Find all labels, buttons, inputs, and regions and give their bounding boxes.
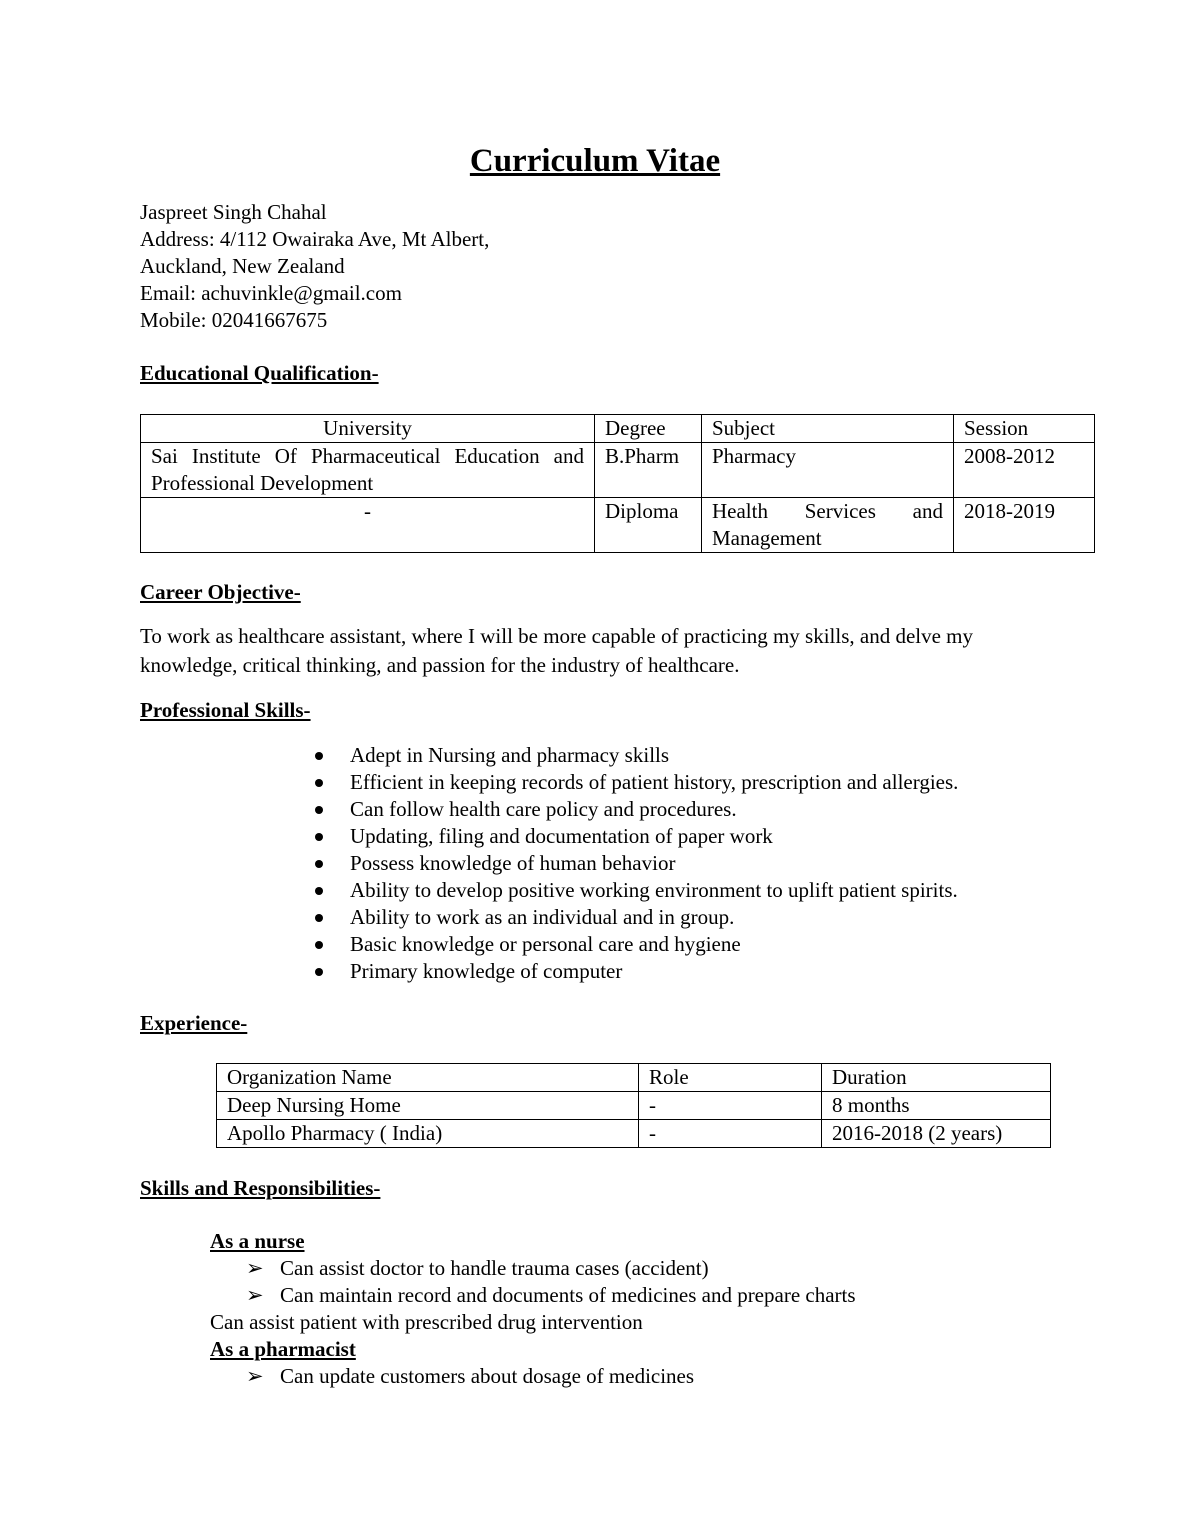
list-item <box>210 1363 856 1390</box>
table-cell: Health Services and Management <box>702 498 954 553</box>
table-row <box>141 443 1095 498</box>
responsibilities-heading: Skills and Responsibilities- <box>140 1176 381 1200</box>
list-item-text: Can update customers about dosage of medicines <box>280 1364 695 1388</box>
list-item: Adept in Nursing and pharmacy skills <box>290 742 958 769</box>
table-cell: - <box>141 498 595 553</box>
table-cell: - <box>639 1120 822 1148</box>
objective-heading: Career Objective- <box>140 580 301 604</box>
nurse-note: Can assist patient with prescribed drug intervention <box>210 1310 643 1334</box>
table-header-cell: Degree <box>595 415 702 443</box>
nurse-list <box>210 1255 856 1309</box>
objective-text: To work as healthcare assistant, where I will be more capable of practicing my skills, and delve my knowledge, critical thinking, and passion for the industry of healthcare. <box>140 624 974 677</box>
contact-block <box>140 199 489 334</box>
experience-table <box>216 1063 1051 1148</box>
list-item: Ability to work as an individual and in group. <box>290 904 958 931</box>
table-row <box>217 1120 1051 1148</box>
education-table <box>140 414 1095 553</box>
table-cell: Deep Nursing Home <box>217 1092 639 1120</box>
table-cell: 2018-2019 <box>954 498 1095 553</box>
table-cell: 8 months <box>822 1092 1051 1120</box>
table-cell: B.Pharm <box>595 443 702 498</box>
contact-name: Jaspreet Singh Chahal <box>140 200 327 224</box>
education-heading: Educational Qualification- <box>140 361 379 385</box>
contact-address-line1: Address: 4/112 Owairaka Ave, Mt Albert, <box>140 227 490 251</box>
arrow-bullet-icon: ➢ <box>246 1256 264 1280</box>
skills-list <box>290 742 958 985</box>
table-header-cell: University <box>141 415 595 443</box>
arrow-bullet-icon: ➢ <box>246 1283 264 1307</box>
arrow-bullet-icon: ➢ <box>246 1364 264 1388</box>
table-cell: - <box>639 1092 822 1120</box>
nurse-subheading: As a nurse <box>210 1229 305 1253</box>
pharmacist-list <box>210 1363 856 1390</box>
table-header-row <box>217 1064 1051 1092</box>
experience-heading: Experience- <box>140 1011 248 1035</box>
responsibilities-block <box>210 1228 856 1390</box>
table-cell: Apollo Pharmacy ( India) <box>217 1120 639 1148</box>
table-header-cell: Organization Name <box>217 1064 639 1092</box>
list-item-text: Can assist doctor to handle trauma cases (accident) <box>280 1256 709 1280</box>
skills-heading: Professional Skills- <box>140 698 311 722</box>
list-item: Basic knowledge or personal care and hygiene <box>290 931 958 958</box>
list-item <box>210 1255 856 1282</box>
table-cell: 2008-2012 <box>954 443 1095 498</box>
list-item: Updating, filing and documentation of paper work <box>290 823 958 850</box>
table-row <box>217 1092 1051 1120</box>
list-item: Ability to develop positive working environment to uplift patient spirits. <box>290 877 958 904</box>
table-cell: Sai Institute Of Pharmaceutical Education and Professional Development <box>141 443 595 498</box>
table-header-cell: Role <box>639 1064 822 1092</box>
table-cell: 2016-2018 (2 years) <box>822 1120 1051 1148</box>
contact-address-line2: Auckland, New Zealand <box>140 254 345 278</box>
list-item: Can follow health care policy and procedures. <box>290 796 958 823</box>
list-item: Possess knowledge of human behavior <box>290 850 958 877</box>
table-header-row <box>141 415 1095 443</box>
contact-email: Email: achuvinkle@gmail.com <box>140 281 402 305</box>
list-item: Primary knowledge of computer <box>290 958 958 985</box>
table-header-cell: Session <box>954 415 1095 443</box>
list-item-text: Can maintain record and documents of medicines and prepare charts <box>280 1283 856 1307</box>
list-item: Efficient in keeping records of patient history, prescription and allergies. <box>290 769 958 796</box>
contact-mobile: Mobile: 02041667675 <box>140 308 328 332</box>
pharmacist-subheading: As a pharmacist <box>210 1337 356 1361</box>
table-header-cell: Subject <box>702 415 954 443</box>
table-cell: Diploma <box>595 498 702 553</box>
table-cell: Pharmacy <box>702 443 954 498</box>
table-header-cell: Duration <box>822 1064 1051 1092</box>
page-title: Curriculum Vitae <box>469 143 721 179</box>
table-row <box>141 498 1095 553</box>
list-item <box>210 1282 856 1309</box>
